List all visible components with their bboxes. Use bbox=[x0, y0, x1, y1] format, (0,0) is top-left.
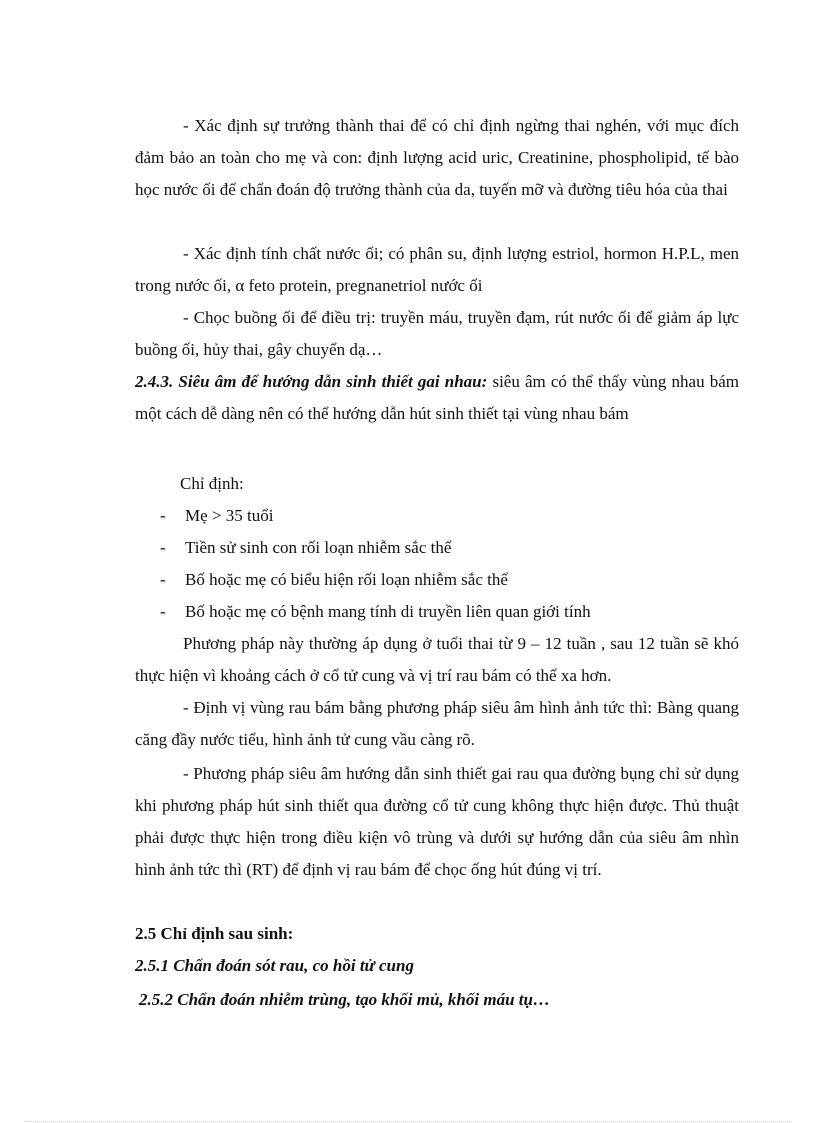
bullet-dash: - bbox=[160, 602, 166, 621]
paragraph-amniotic-properties: - Xác định tính chất nước ối; có phân su, định lượng estriol, hormon H.P.L, men trong nước ối, α feto protein, pregnanetriol nước ối bbox=[135, 244, 739, 295]
list-item-text: Mẹ > 35 tuổi bbox=[185, 506, 274, 525]
paragraph-amniocentesis-treatment: - Chọc buồng ối để điều trị: truyền máu, truyền đạm, rút nước ối để giảm áp lực buồng ối, hủy thai, gây chuyển dạ… bbox=[135, 308, 739, 359]
list-item bbox=[160, 532, 451, 564]
section-2-4-3 bbox=[135, 366, 739, 430]
list-item-text: Bố hoặc mẹ có bệnh mang tính di truyền liên quan giới tính bbox=[185, 602, 591, 621]
paragraph-abdominal-approach: - Phương pháp siêu âm hướng dẫn sinh thiết gai rau qua đường bụng chỉ sử dụng khi phương pháp hút sinh thiết qua đường cổ tử cung không thực hiện được. Thủ thuật phải được thực hiện trong điều kiện vô trùng và dưới sự hướng dẫn của siêu âm nhìn hình ảnh tức thì (RT) để định vị rau bám để chọc ống hút đúng vị trí. bbox=[135, 764, 739, 879]
paragraph-method-timing: Phương pháp này thường áp dụng ở tuổi thai từ 9 – 12 tuần , sau 12 tuần sẽ khó thực hiện vì khoảng cách ở cổ tử cung và vị trí rau bám có thể xa hơn. bbox=[135, 634, 739, 685]
bullet-dash: - bbox=[160, 538, 166, 557]
list-item bbox=[160, 500, 273, 532]
section-2-4-3-text: siêu âm có thể thấy vùng nhau bám một cách dễ dàng nên có thể hướng dẫn hút sinh thiết tại vùng nhau bám bbox=[135, 372, 739, 423]
indication-label: Chỉ định: bbox=[180, 474, 244, 493]
list-item-text: Bố hoặc mẹ có biểu hiện rối loạn nhiễm sắc thể bbox=[185, 570, 508, 589]
section-2-4-3-heading: 2.4.3. Siêu âm để hướng dẫn sinh thiết gai nhau: bbox=[135, 372, 488, 391]
paragraph-fetal-maturity: - Xác định sự trưởng thành thai để có chỉ định ngừng thai nghén, với mục đích đảm bảo an toàn cho mẹ và con: định lượng acid uric, Creatinine, phospholipid, tế bào học nước ối để chẩn đoán độ trưởng thành của da, tuyến mỡ và đường tiêu hóa của thai bbox=[135, 116, 739, 199]
bullet-dash: - bbox=[160, 506, 166, 525]
bullet-dash: - bbox=[160, 570, 166, 589]
list-item bbox=[160, 564, 508, 596]
paragraph-placenta-location: - Định vị vùng rau bám bằng phương pháp siêu âm hình ảnh tức thì: Bàng quang căng đầy nước tiểu, hình ảnh tử cung vầu càng rõ. bbox=[135, 698, 739, 749]
list-item bbox=[160, 596, 591, 628]
heading-2-5-1: 2.5.1 Chẩn đoán sót rau, co hồi tử cung bbox=[135, 956, 414, 975]
heading-2-5: 2.5 Chỉ định sau sinh: bbox=[135, 924, 294, 943]
heading-2-5-2: 2.5.2 Chẩn đoán nhiễm trùng, tạo khối mủ, khối máu tụ… bbox=[139, 990, 550, 1009]
list-item-text: Tiền sử sinh con rối loạn nhiễm sắc thể bbox=[185, 538, 452, 557]
page-bottom-divider bbox=[24, 1121, 792, 1122]
